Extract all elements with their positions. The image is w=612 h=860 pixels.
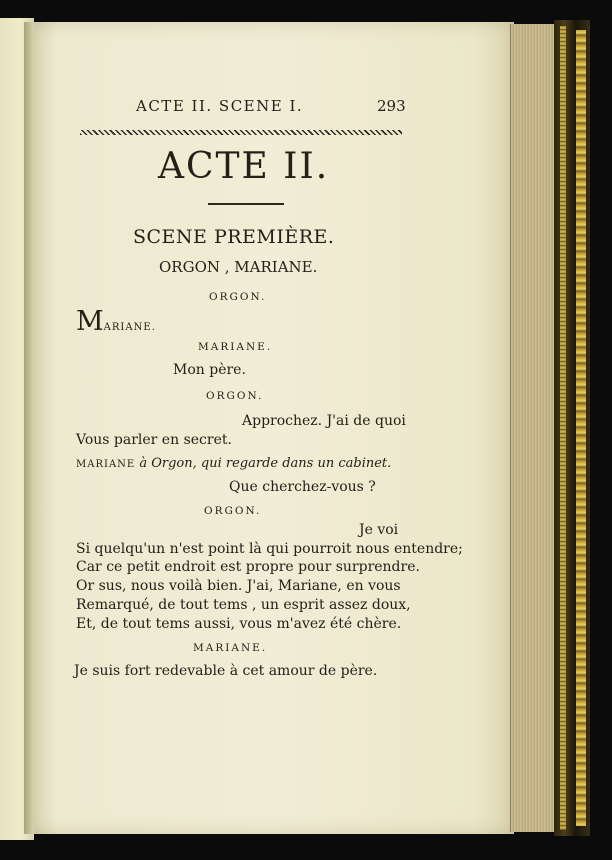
page-stack-edge (510, 24, 555, 832)
page-gutter (24, 22, 34, 834)
verse-line: Je suis fort redevable à cet amour de père. (74, 663, 378, 679)
scene-characters: ORGON , MARIANE. (159, 258, 318, 276)
running-header: ACTE II. SCENE I. (136, 97, 304, 115)
verse-line: Je voi (359, 522, 399, 538)
page-number: 293 (377, 97, 406, 115)
speaker-orgon: ORGON. (204, 505, 262, 517)
spine-gilding (576, 30, 586, 826)
stage-direction-text: à Orgon, qui regarde dans un cabinet. (139, 456, 392, 471)
spine-gilding-inner (560, 26, 566, 830)
verse-line: Si quelqu'un n'est point là qui pourroit nous entendre; (76, 541, 463, 557)
line-mariane (76, 306, 156, 337)
speaker-mariane: MARIANE. (193, 642, 268, 654)
verse-line: Vous parler en secret. (76, 432, 232, 448)
verse-line: Et, de tout tems aussi, vous m'avez été chère. (76, 616, 402, 632)
verse-line: Mon père. (173, 362, 246, 378)
verse-line: Car ce petit endroit est propre pour surprendre. (76, 559, 420, 575)
act-title: ACTE II. (158, 146, 330, 187)
speaker-orgon: ORGON. (206, 390, 264, 402)
scene-title: SCENE PREMIÈRE. (133, 226, 335, 248)
header-ornament-rule (80, 130, 402, 135)
verse-line: Approchez. J'ai de quoi (242, 413, 406, 429)
speaker-orgon: ORGON. (209, 291, 267, 303)
speaker-mariane: MARIANE. (198, 341, 273, 353)
stage-speaker: MARIANE (76, 459, 136, 470)
stage-direction (76, 456, 391, 471)
drop-cap: M (76, 306, 104, 337)
drop-cap-rest: ARIANE. (103, 322, 156, 333)
verse-line: Or sus, nous voilà bien. J'ai, Mariane, en vous (76, 578, 401, 594)
verse-line: Remarqué, de tout tems , un esprit assez doux, (76, 597, 411, 613)
act-underline (208, 203, 284, 205)
verse-line: Que cherchez-vous ? (229, 479, 376, 495)
